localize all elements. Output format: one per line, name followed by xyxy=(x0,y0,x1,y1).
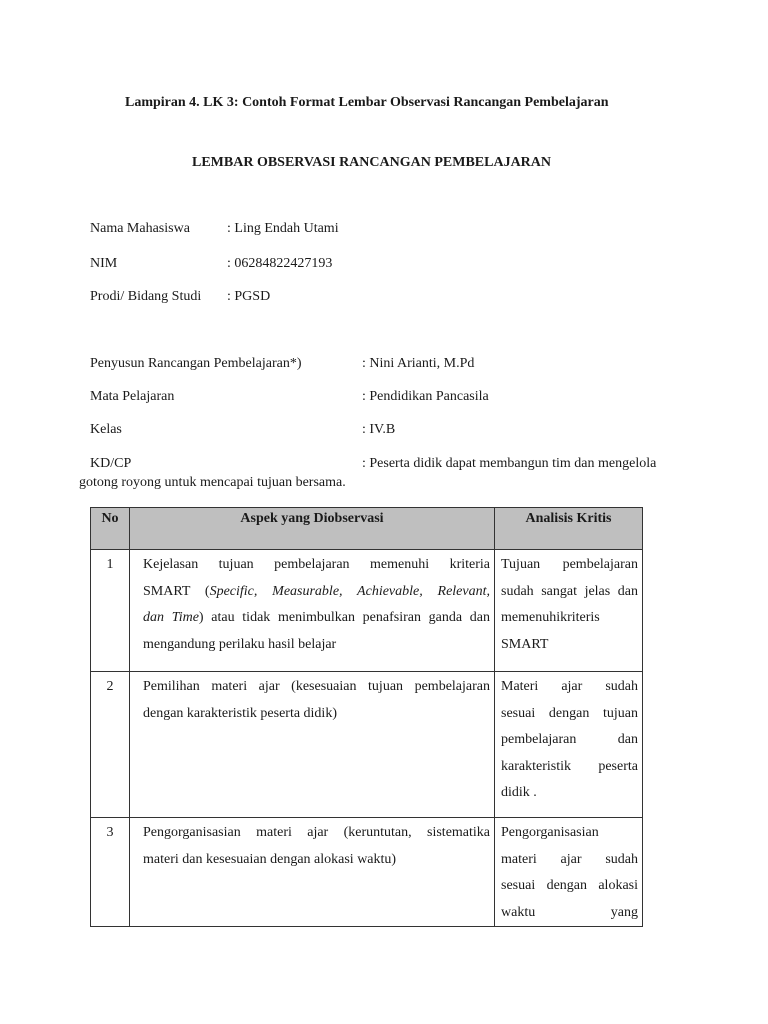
analisis-line: waktu yang xyxy=(501,904,638,920)
student-name-value: : Ling Endah Utami xyxy=(227,221,339,236)
row-aspek xyxy=(130,550,495,672)
aspek-line: Pengorganisasian materi ajar (keruntutan, sistematika xyxy=(143,825,490,840)
row-analisis xyxy=(495,550,643,672)
plan-kdcp-value: : Peserta didik dapat membangun tim dan mengelola xyxy=(362,456,657,471)
analisis-line: memenuhikriteris xyxy=(501,610,600,625)
plan-kdcp-label: KD/CP xyxy=(90,456,132,471)
plan-subject-value: : Pendidikan Pancasila xyxy=(362,389,489,404)
row-no: 2 xyxy=(91,672,130,818)
aspek-line: dengan karakteristik peserta didik) xyxy=(143,705,337,721)
aspek-italic: Specific, Measurable, Achievable, Relevant, xyxy=(209,583,490,599)
analisis-line: sudah sangat jelas dan xyxy=(501,583,638,599)
table-header-row xyxy=(91,508,643,550)
analisis-line: karakteristik peserta xyxy=(501,758,638,774)
header-analisis: Analisis Kritis xyxy=(495,508,643,550)
analisis-line: sesuai dengan alokasi xyxy=(501,878,638,893)
aspek-line: mengandung perilaku hasil belajar xyxy=(143,636,337,652)
plan-author-value: : Nini Arianti, M.Pd xyxy=(362,356,475,371)
aspek-line: Pemilihan materi ajar (kesesuaian tujuan pembelajaran xyxy=(143,679,490,694)
header-aspek: Aspek yang Diobservasi xyxy=(130,508,495,550)
student-prodi-value: : PGSD xyxy=(227,289,271,304)
analisis-line: sesuai dengan tujuan xyxy=(501,705,638,721)
appendix-title: Lampiran 4. LK 3: Contoh Format Lembar Observasi Rancangan Pembelajaran xyxy=(125,95,609,110)
student-nim-value: : 06284822427193 xyxy=(227,256,333,271)
aspek-line xyxy=(143,579,490,606)
student-prodi-label: Prodi/ Bidang Studi xyxy=(90,289,202,304)
plan-class-value: : IV.B xyxy=(362,422,396,437)
plan-kdcp-continuation: gotong royong untuk mencapai tujuan bersama. xyxy=(79,475,346,490)
analisis-line: Materi ajar sudah xyxy=(501,679,638,694)
plan-author-label: Penyusun Rancangan Pembelajaran*) xyxy=(90,356,302,371)
aspek-line xyxy=(143,605,490,632)
form-title: LEMBAR OBSERVASI RANCANGAN PEMBELAJARAN xyxy=(192,155,552,170)
table-row xyxy=(91,672,643,818)
row-aspek xyxy=(130,672,495,818)
aspek-text: ) atau tidak menimbulkan penafsiran ganda dan xyxy=(198,610,490,625)
observation-table xyxy=(90,507,643,927)
aspek-line: materi dan kesesuaian dengan alokasi waktu) xyxy=(143,851,397,867)
plan-subject-label: Mata Pelajaran xyxy=(90,389,175,404)
row-analisis xyxy=(495,818,643,927)
plan-class-label: Kelas xyxy=(90,422,122,437)
student-nim-label: NIM xyxy=(90,256,118,271)
analisis-line: materi ajar sudah xyxy=(501,851,638,867)
analisis-line: didik . xyxy=(501,785,537,800)
aspek-text: SMART ( xyxy=(143,583,210,599)
table-row xyxy=(91,550,643,672)
aspek-line: Kejelasan tujuan pembelajaran memenuhi kriteria xyxy=(143,557,490,572)
analisis-line: Tujuan pembelajaran xyxy=(501,557,638,572)
row-aspek xyxy=(130,818,495,927)
student-name-label: Nama Mahasiswa xyxy=(90,221,190,236)
analisis-line: SMART xyxy=(501,636,549,652)
analisis-line: Pengorganisasian xyxy=(501,825,599,840)
aspek-italic: dan Time xyxy=(143,610,199,625)
header-no: No xyxy=(91,508,130,550)
analisis-line: pembelajaran dan xyxy=(501,732,638,747)
table-row xyxy=(91,818,643,927)
row-no: 1 xyxy=(91,550,130,672)
row-analisis xyxy=(495,672,643,818)
row-no: 3 xyxy=(91,818,130,927)
